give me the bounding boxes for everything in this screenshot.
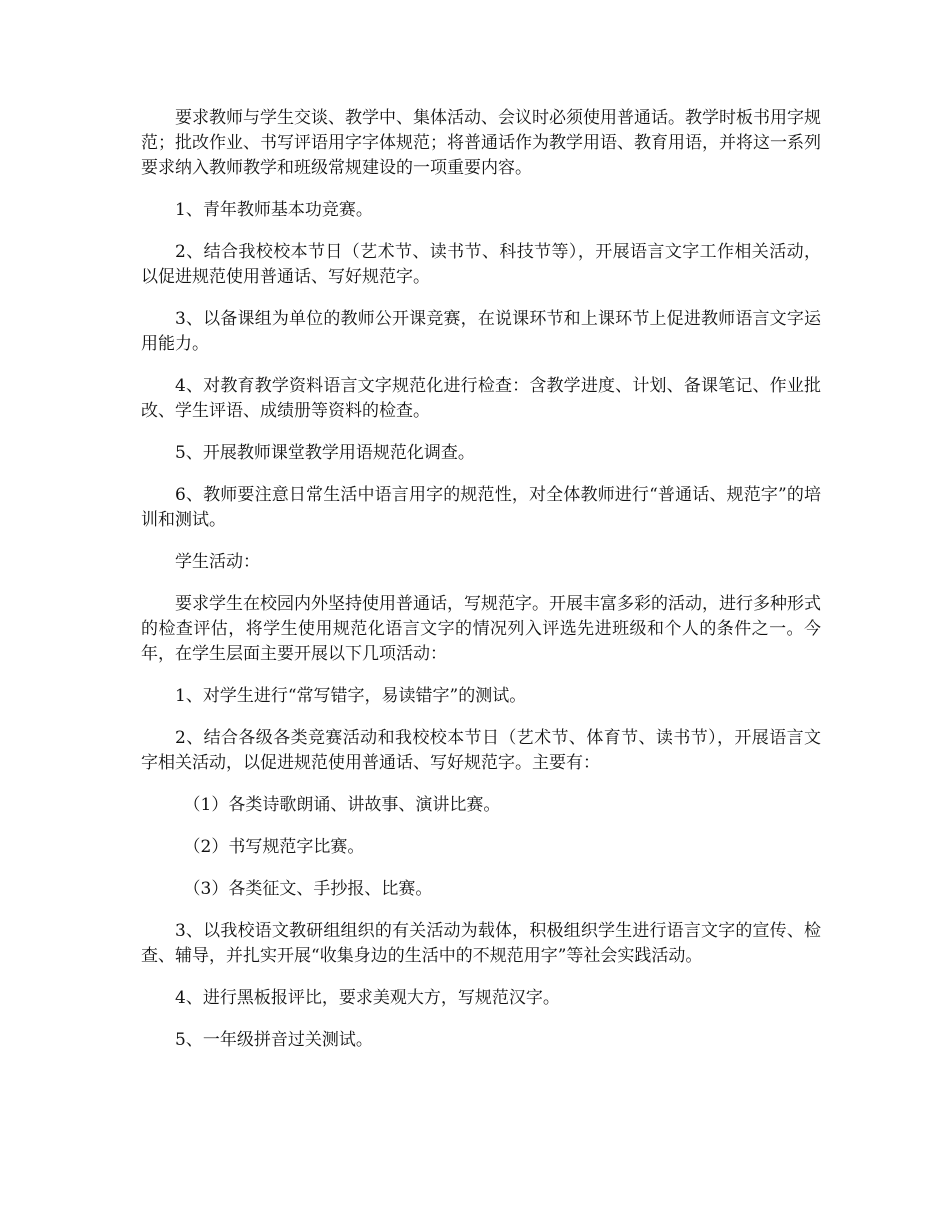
list-item-teacher-1: 1、青年教师基本功竞赛。 (175, 200, 373, 220)
list-item-teacher-6: 6、教师要注意日常生活中语言用字的规范性，对全体教师进行“普通话、规范字”的培训和测试。 (141, 485, 821, 530)
list-item-student-4: 4、进行黑板报评比，要求美观大方，写规范汉字。 (175, 988, 560, 1008)
list-item-student-3: 3、以我校语文教研组组织的有关活动为载体，积极组织学生进行语言文字的宣传、检查、辅导，并扎实开展“收集身边的生活中的不规范用字”等社会实践活动。 (141, 921, 821, 966)
list-item-teacher-3: 3、以备课组为单位的教师公开课竞赛，在说课环节和上课环节上促进教师语言文字运用能力。 (141, 309, 821, 354)
sub-item-student-2-1: （1）各类诗歌朗诵、讲故事、演讲比赛。 (183, 795, 501, 815)
sub-item-student-2-3: （3）各类征文、手抄报、比赛。 (183, 879, 433, 899)
sub-item-student-2-2: （2）书写规范字比赛。 (183, 837, 365, 857)
list-item-student-1: 1、对学生进行“常写错字，易读错字”的测试。 (175, 686, 527, 706)
list-item-teacher-4: 4、对教育教学资料语言文字规范化进行检查：含教学进度、计划、备课笔记、作业批改、学生评语、成绩册等资料的检查。 (141, 376, 821, 421)
list-item-student-2: 2、结合各级各类竞赛活动和我校校本节日（艺术节、体育节、读书节），开展语言文字相关活动，以促进规范使用普通话、写好规范字。主要有： (141, 728, 821, 773)
section-heading-student-activities: 学生活动： (175, 552, 260, 572)
document-page (141, 106, 821, 1070)
list-item-teacher-5: 5、开展教师课堂教学用语规范化调查。 (175, 443, 475, 463)
paragraph-teacher-requirements: 要求教师与学生交谈、教学中、集体活动、会议时必须使用普通话。教学时板书用字规范；批改作业、书写评语用字字体规范；将普通话作为教学用语、教育用语，并将这一系列要求纳入教师教学和班级常规建设的一项重要内容。 (141, 108, 821, 178)
list-item-student-5: 5、一年级拼音过关测试。 (175, 1030, 373, 1050)
paragraph-student-requirements: 要求学生在校园内外坚持使用普通话，写规范字。开展丰富多彩的活动，进行多种形式的检查评估，将学生使用规范化语言文字的情况列入评选先进班级和个人的条件之一。今年，在学生层面主要开展以下几项活动： (141, 594, 821, 664)
list-item-teacher-2: 2、结合我校校本节日（艺术节、读书节、科技节等），开展语言文字工作相关活动，以促进规范使用普通话、写好规范字。 (141, 242, 821, 287)
